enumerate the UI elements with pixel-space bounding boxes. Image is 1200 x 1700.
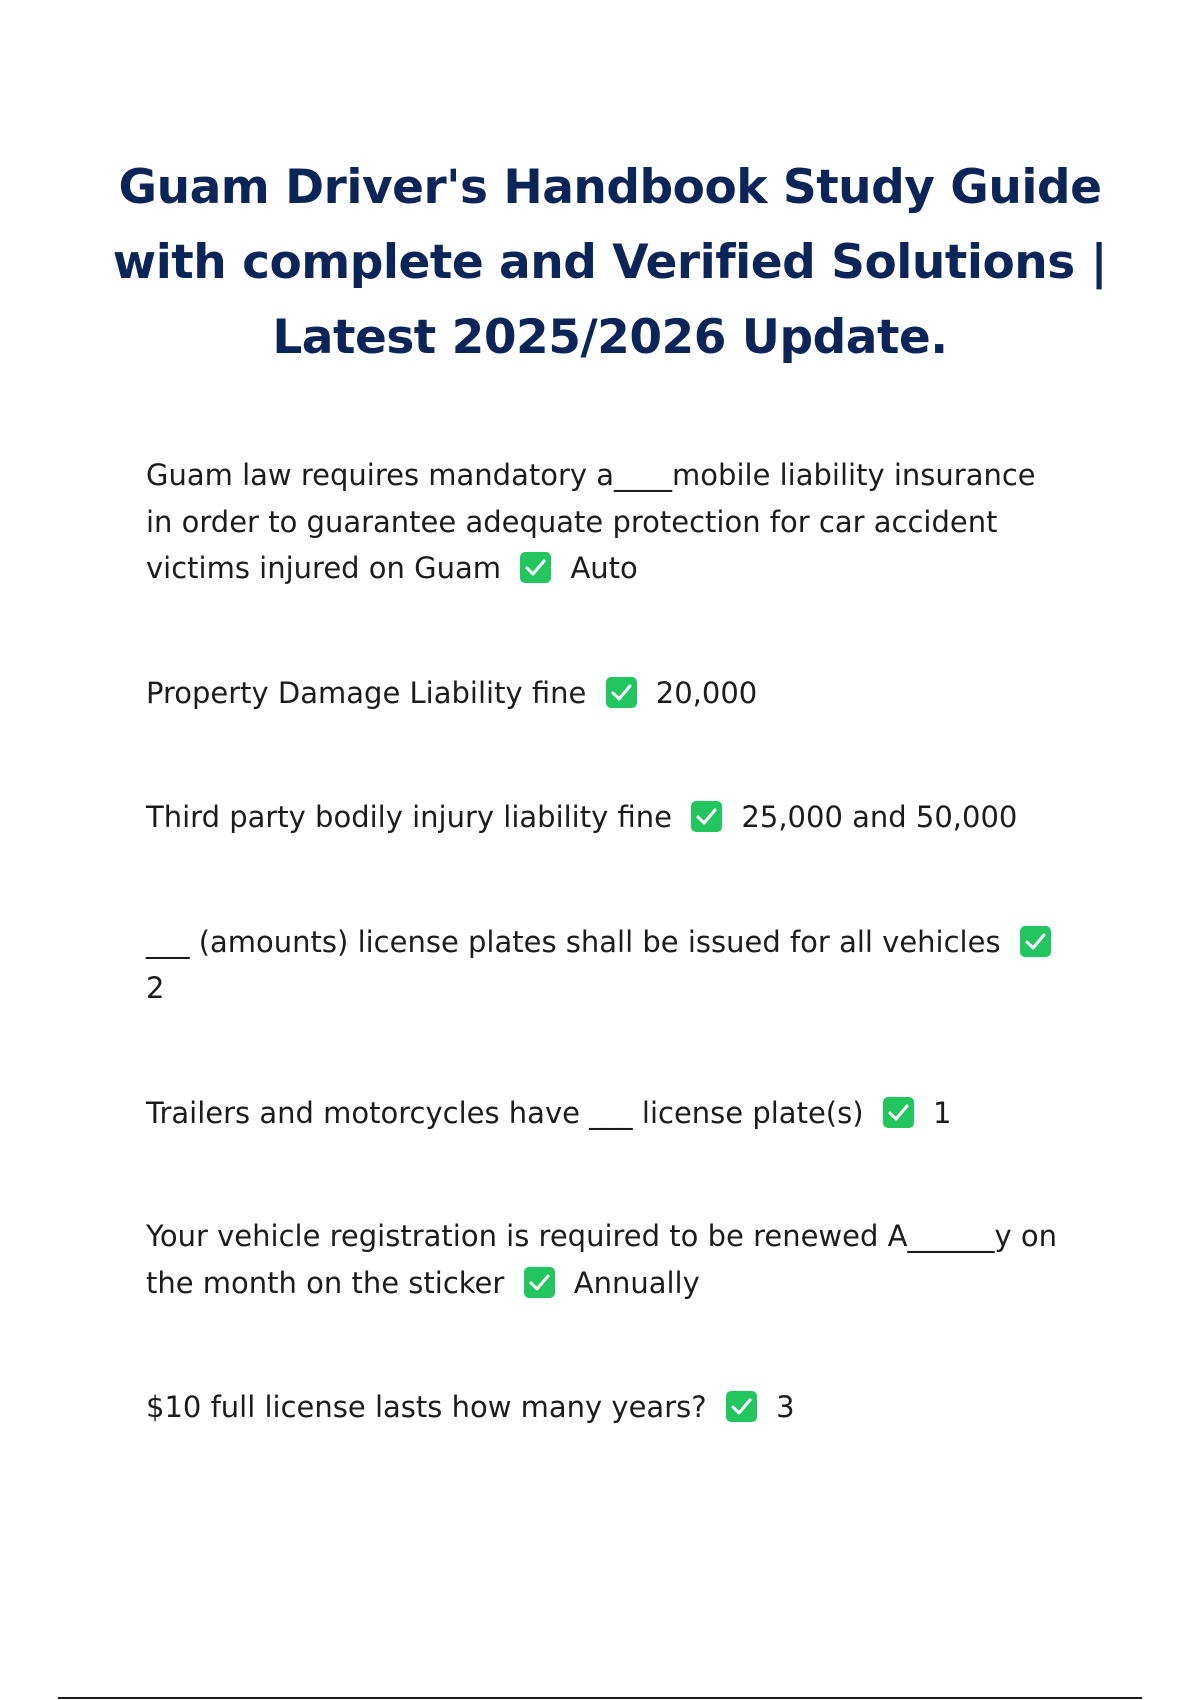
question-text: Third party bodily injury liability fine [146,800,672,834]
answer-text: 25,000 and 50,000 [741,800,1018,834]
answer-text: 1 [932,1095,952,1130]
answer-text: 20,000 [655,675,758,710]
question-item [146,1090,1066,1137]
check-box-icon [726,1391,757,1422]
check-box-icon [1020,926,1051,957]
question-item [146,919,1066,1012]
check-box-icon [606,677,637,708]
answer-text: Annually [573,1265,700,1300]
question-text: Guam law requires mandatory a____mobile liability insurance in order to guarantee adequate protection for car accident victims injured on Guam [146,458,1036,585]
question-item [146,1213,1066,1306]
question-item [146,670,1066,717]
question-text: ___ (amounts) license plates shall be issued for all vehicles [146,924,1001,959]
footer-divider [58,1697,1142,1699]
question-text: Trailers and motorcycles have ___ license plate(s) [146,1095,864,1130]
question-item [146,452,1066,592]
question-list [146,452,1066,1509]
question-text: $10 full license lasts how many years? [146,1390,707,1424]
question-item [146,794,1066,841]
answer-text: Auto [570,551,638,585]
check-box-icon [691,801,722,832]
question-item [146,1384,1066,1431]
check-box-icon [524,1267,555,1298]
question-text: Your vehicle registration is required to be renewed A______y on the month on the sticker [146,1219,1057,1300]
answer-text: 3 [776,1390,795,1424]
check-box-icon [883,1097,914,1128]
question-text: Property Damage Liability fine [146,675,587,710]
page-title: Guam Driver's Handbook Study Guide with complete and Verified Solutions | Latest 2025/2026 Update. [112,160,1108,365]
answer-text: 2 [146,971,165,1005]
check-box-icon [520,552,551,583]
